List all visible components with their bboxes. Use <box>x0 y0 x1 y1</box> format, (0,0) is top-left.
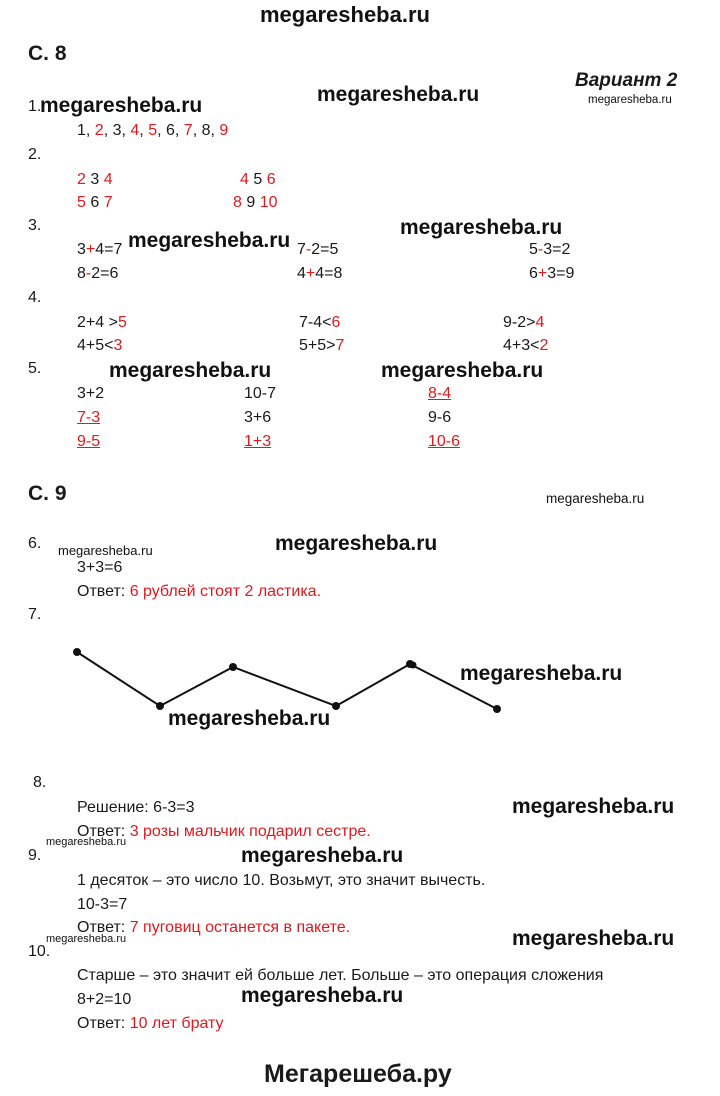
task-number-10: 10. <box>28 943 51 960</box>
comparison-expr: 4+5< <box>77 337 114 354</box>
number-cell: 6 <box>266 171 276 188</box>
watermark: megaresheba.ru <box>241 984 404 1007</box>
watermark: megaresheba.ru <box>512 927 675 950</box>
number-cell: 4 <box>103 171 113 188</box>
footer-brand: Мегарешеба.ру <box>264 1060 452 1088</box>
watermark-small: megaresheba.ru <box>46 933 127 945</box>
sequence-separator: , <box>157 122 166 139</box>
watermark: megaresheba.ru <box>40 94 203 117</box>
sequence-number: 2 <box>94 122 104 139</box>
watermark: megaresheba.ru <box>512 795 675 818</box>
task5-expr-selected: 7-3 <box>77 409 101 426</box>
task6-expression: 3+3=6 <box>77 559 123 576</box>
task-number-9: 9. <box>28 847 42 864</box>
sequence-separator: , <box>103 122 113 139</box>
comparison-expr: 2+4 > <box>77 314 118 331</box>
operand: 2=5 <box>311 241 339 258</box>
page-header-c8: С. 8 <box>28 42 67 65</box>
operand: 4=7 <box>95 241 123 258</box>
task-number-7: 7. <box>28 606 42 623</box>
comparison-answer: 3 <box>113 337 123 354</box>
number-cell: 4 <box>240 171 249 188</box>
operator-answer: - <box>305 241 312 258</box>
sequence-number: 8 <box>201 122 211 139</box>
task10-expression: 8+2=10 <box>77 991 132 1008</box>
answer-text: 7 пуговиц останется в пакете. <box>129 919 351 936</box>
task-number-3: 3. <box>28 217 42 234</box>
task-number-5: 5. <box>28 360 42 377</box>
task5-expr: 10-7 <box>244 385 277 402</box>
task9-expression: 10-3=7 <box>77 896 128 913</box>
task5-expr-selected: 9-5 <box>77 433 101 450</box>
operand: 7 <box>297 241 306 258</box>
sequence-separator: , <box>174 122 184 139</box>
watermark-small: megaresheba.ru <box>546 491 645 506</box>
watermark-small: megaresheba.ru <box>46 836 127 848</box>
watermark: megaresheba.ru <box>128 229 291 252</box>
operand: 3=9 <box>547 265 575 282</box>
variant-label: Вариант 2 <box>575 70 678 91</box>
operator-answer: + <box>537 265 548 282</box>
operand: 6 <box>529 265 538 282</box>
comparison-answer: 2 <box>539 337 549 354</box>
answer-text: 3 розы мальчик подарил сестре. <box>129 823 371 840</box>
sequence-separator: , <box>210 122 220 139</box>
comparison-answer: 4 <box>535 314 545 331</box>
number-cell: 7 <box>103 194 113 211</box>
watermark: megaresheba.ru <box>460 662 623 685</box>
operator-answer: + <box>305 265 316 282</box>
answer-label: Ответ: <box>77 919 130 936</box>
comparison-answer: 5 <box>117 314 127 331</box>
comparison-answer: 6 <box>331 314 341 331</box>
watermark: megaresheba.ru <box>241 844 404 867</box>
task9-explanation: 1 десяток – это число 10. Возьмут, это значит вычесть. <box>77 872 486 889</box>
operand: 2=6 <box>91 265 119 282</box>
answer-label: Ответ: <box>77 823 130 840</box>
line-vertex <box>229 663 237 671</box>
task-number-1: 1. <box>28 98 42 115</box>
task10-answer <box>77 1014 224 1034</box>
watermark: megaresheba.ru <box>400 216 563 239</box>
operand: 3=2 <box>543 241 571 258</box>
operand: 8 <box>77 265 86 282</box>
task-number-6: 6. <box>28 535 42 552</box>
number-cell: 3 <box>90 171 100 188</box>
sequence-number: 1 <box>77 122 86 139</box>
task-number-8: 8. <box>33 774 47 791</box>
task5-expr: 9-6 <box>428 409 452 426</box>
operator-answer: - <box>85 265 92 282</box>
sequence-number: 3 <box>112 122 122 139</box>
task-number-4: 4. <box>28 289 42 306</box>
answer-label: Ответ: <box>77 583 130 600</box>
answer-text: 10 лет брату <box>129 1015 224 1032</box>
number-cell: 9 <box>246 194 256 211</box>
comparison-expr: 7-4< <box>299 314 332 331</box>
sequence-separator: , <box>121 122 131 139</box>
number-cell: 10 <box>259 194 278 211</box>
task5-expr: 3+6 <box>244 409 272 426</box>
comparison-answer: 7 <box>335 337 345 354</box>
task-number-2: 2. <box>28 146 42 163</box>
line-vertex <box>410 662 417 669</box>
comparison-expr: 4+3< <box>503 337 540 354</box>
operand: 4=8 <box>315 265 343 282</box>
broken-line <box>77 652 497 709</box>
sequence-separator: , <box>85 122 95 139</box>
task10-explanation: Старше – это значит ей больше лет. Больше – это операция сложения <box>77 967 604 984</box>
number-cell: 5 <box>253 171 263 188</box>
comparison-expr: 5+5> <box>299 337 336 354</box>
sequence-number: 5 <box>148 122 158 139</box>
answer-label: Ответ: <box>77 1015 130 1032</box>
watermark: megaresheba.ru <box>381 359 544 382</box>
watermark-top: megaresheba.ru <box>260 2 430 27</box>
sequence-separator: , <box>139 122 149 139</box>
number-cell: 8 <box>233 194 242 211</box>
number-cell: 6 <box>90 194 100 211</box>
sequence-number: 9 <box>219 122 229 139</box>
comparison-expr: 9-2> <box>503 314 536 331</box>
operator-answer: + <box>85 241 96 258</box>
sequence-number: 4 <box>130 122 140 139</box>
page-header-c9: С. 9 <box>28 482 67 505</box>
operand: 4 <box>297 265 306 282</box>
number-cell: 5 <box>77 194 86 211</box>
line-vertex <box>332 702 340 710</box>
task8-solution: Решение: 6-3=3 <box>77 799 195 816</box>
sequence-number: 7 <box>183 122 193 139</box>
line-vertex <box>73 648 81 656</box>
task5-expr-selected: 10-6 <box>428 433 461 450</box>
answer-text: 6 рублей стоят 2 ластика. <box>129 583 322 600</box>
line-vertex <box>156 702 164 710</box>
watermark: megaresheba.ru <box>168 707 331 730</box>
task5-expr: 3+2 <box>77 385 105 402</box>
watermark-small: megaresheba.ru <box>588 94 672 106</box>
line-vertex <box>493 705 501 713</box>
watermark: megaresheba.ru <box>275 532 438 555</box>
sequence-separator: , <box>192 122 202 139</box>
number-cell: 2 <box>77 171 86 188</box>
sequence-number: 6 <box>165 122 175 139</box>
task5-expr-selected: 8-4 <box>428 385 452 402</box>
task5-expr-selected: 1+3 <box>244 433 272 450</box>
watermark-small: megaresheba.ru <box>58 543 153 558</box>
operator-answer: - <box>537 241 544 258</box>
operand: 5 <box>529 241 538 258</box>
operand: 3 <box>77 241 86 258</box>
watermark: megaresheba.ru <box>317 83 480 106</box>
watermark: megaresheba.ru <box>109 359 272 382</box>
